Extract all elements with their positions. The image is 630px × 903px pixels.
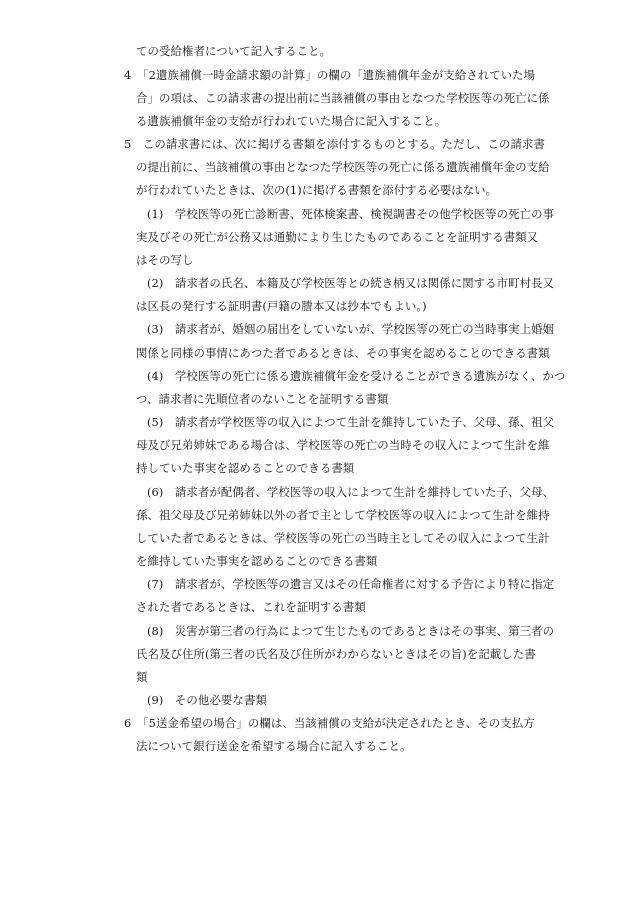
text-line: 氏名及び住所(第三者の氏名及び住所がわからないときはその旨)を記載した書: [136, 647, 536, 661]
text-line: を維持していた事実を認めることのできる書類: [136, 554, 378, 568]
text-line: (7) 請求者が、学校医等の遺言又はその任命権者に対する予告により特に指定: [147, 577, 555, 591]
text-line: はその写し: [136, 253, 194, 267]
text-line: 合」の項は、この請求書の提出前に当該補償の事由となつた学校医等の死亡に係: [136, 91, 550, 105]
text-line: 6 「5送金希望の場合」の欄は、当該補償の支給が決定されたとき、その支払方: [124, 716, 535, 730]
text-line: の提出前に、当該補償の事由となつた学校医等の死亡に係る遺族補償年金の支給: [136, 160, 550, 174]
text-line: 母及び兄弟姉妹である場合は、学校医等の死亡の当時その収入によつて生計を維: [136, 438, 550, 452]
text-line: (8) 災害が第三者の行為によつて生じたものであるときはその事実、第三者の: [147, 624, 555, 638]
text-line: 5 この請求書には、次に掲げる書類を添付するものとする。ただし、この請求書: [124, 137, 546, 151]
text-line: ての受給権者について記入すること。: [136, 44, 332, 58]
text-line: 持していた事実を認めることのできる書類: [136, 461, 355, 475]
text-line: 法について銀行送金を希望する場合に記入すること。: [136, 739, 412, 753]
text-line: された者であるときは、これを証明する書類: [136, 600, 366, 614]
text-line: 4 「2遺族補償一時金請求額の計算」の欄の「遺族補償年金が支給されていた場: [124, 68, 536, 82]
text-line: していた者であるときは、学校医等の死亡の当時主としてその収入によつて生計: [136, 531, 550, 545]
text-line: 孫、祖父母及び兄弟姉妹以外の者で主として学校医等の収入によつて生計を維持: [136, 508, 550, 522]
text-line: (2) 請求者の氏名、本籍及び学校医等との続き柄又は関係に関する市町村長又: [147, 276, 555, 290]
text-line: つ、請求者に先順位者のないことを証明する書類: [136, 392, 389, 406]
text-line: 実及びその死亡が公務又は通勤により生じたものであることを証明する書類又: [136, 230, 539, 244]
text-line: 類: [136, 670, 148, 684]
text-line: は区長の発行する証明書(戸籍の謄本又は抄本でもよい。): [136, 299, 427, 313]
text-line: る遺族補償年金の支給が行われていた場合に記入すること。: [136, 114, 447, 128]
text-line: (4) 学校医等の死亡に係る遺族補償年金を受けることができる遺族がなく、かつ: [147, 369, 566, 383]
text-line: (5) 請求者が学校医等の収入によつて生計を維持していた子、父母、孫、祖父: [147, 415, 555, 429]
text-line: (1) 学校医等の死亡診断書、死体検案書、検視調書その他学校医等の死亡の事: [147, 207, 555, 221]
text-line: (9) その他必要な書類: [147, 693, 267, 707]
text-line: (3) 請求者が、婚姻の届出をしていないが、学校医等の死亡の当時事実上婚姻: [147, 322, 555, 336]
text-line: (6) 請求者が配偶者、学校医等の収入によつて生計を維持していた子、父母、: [147, 485, 555, 499]
text-line: 関係と同様の事情にあつた者であるときは、その事実を認めることのできる書類: [136, 346, 550, 360]
text-line: が行われていたときは、次の(1)に掲げる書類を添付する必要はない。: [136, 183, 498, 197]
